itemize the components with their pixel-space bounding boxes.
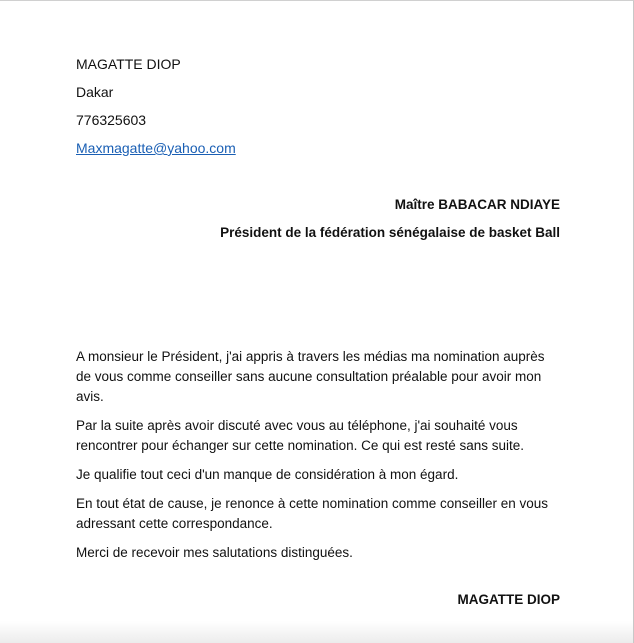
body-paragraph-5: Merci de recevoir mes salutations distinguées.: [76, 545, 353, 560]
letter-body: [76, 347, 558, 572]
recipient-title: Président de la fédération sénégalaise de basket Ball: [220, 225, 560, 240]
sender-block: [76, 55, 376, 167]
signature-name: MAGATTE DIOP: [457, 592, 560, 607]
sender-name: MAGATTE DIOP: [76, 56, 181, 72]
body-paragraph-2: Par la suite après avoir discuté avec vous au téléphone, j'ai souhaité vous rencontrer pour échanger sur cette nomination. Ce qui est resté sans suite.: [76, 418, 524, 453]
sender-phone: 776325603: [76, 112, 147, 128]
page-bottom-shade: [0, 621, 633, 643]
recipient-name: Maître BABACAR NDIAYE: [394, 197, 560, 212]
sender-email-link[interactable]: Maxmagatte@yahoo.com: [76, 140, 236, 156]
recipient-block: [220, 196, 560, 252]
body-paragraph-4: En tout état de cause, je renonce à cette nomination comme conseiller en vous adressant cette correspondance.: [76, 496, 549, 531]
sender-city: Dakar: [76, 84, 114, 100]
body-paragraph-3: Je qualifie tout ceci d'un manque de considération à mon égard.: [76, 467, 459, 482]
body-paragraph-1: A monsieur le Président, j'ai appris à travers les médias ma nomination auprès de vous comme conseiller sans aucune consultation préalable pour avoir mon avis.: [76, 349, 545, 404]
